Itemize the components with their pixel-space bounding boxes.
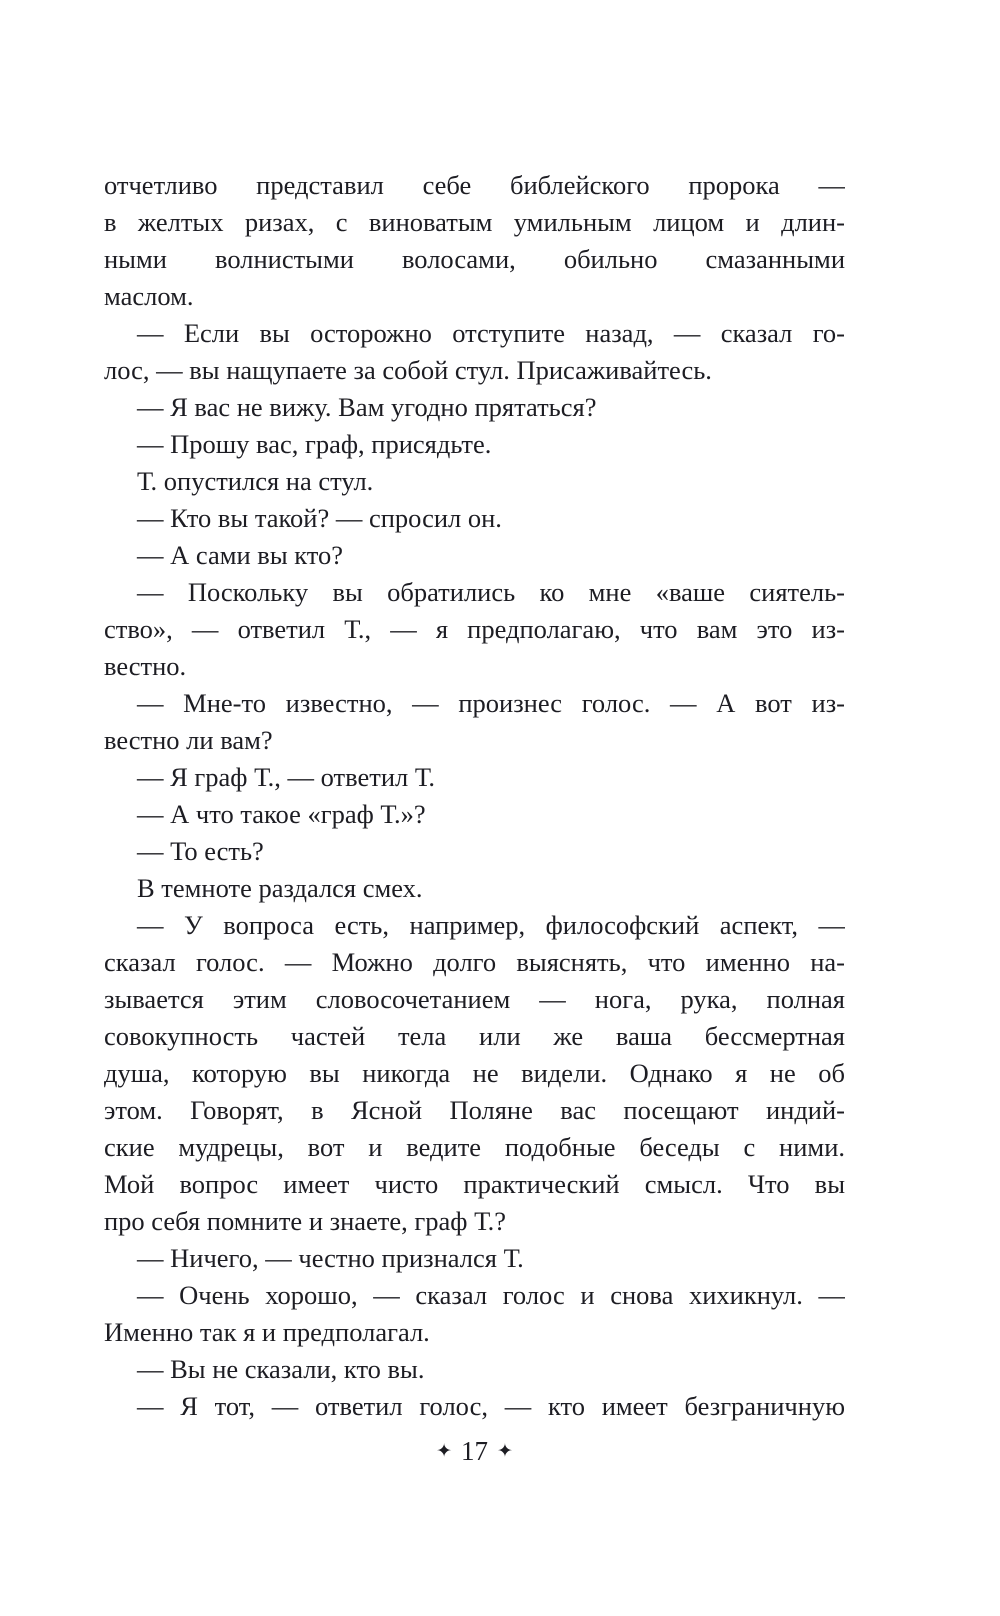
- text-line: — Я вас не вижу. Вам угодно прятаться?: [137, 392, 597, 422]
- text-line: — Ничего, — честно признался Т.: [137, 1243, 524, 1273]
- page-number: 17: [461, 1436, 488, 1466]
- text-line: маслом.: [104, 281, 194, 311]
- text-line: Мой вопрос имеет чисто практический смысл. Что вы: [104, 1169, 845, 1199]
- text-line: Именно так я и предполагал.: [104, 1317, 430, 1347]
- diamond-ornament-left-icon: ✦: [436, 1441, 452, 1462]
- text-line: — Мне-то известно, — произнес голос. — А вот из-: [137, 688, 845, 718]
- text-line: — Я тот, — ответил голос, — кто имеет безграничную: [137, 1391, 845, 1421]
- text-line: душа, которую вы никогда не видели. Однако я не об: [104, 1058, 845, 1088]
- text-line: — Кто вы такой? — спросил он.: [137, 503, 502, 533]
- text-line: — Если вы осторожно отступите назад, — сказал го-: [137, 318, 845, 348]
- text-line: про себя помните и знаете, граф Т.?: [104, 1206, 506, 1236]
- text-line: ские мудрецы, вот и ведите подобные беседы с ними.: [104, 1132, 845, 1162]
- text-line: — Вы не сказали, кто вы.: [137, 1354, 425, 1384]
- text-line: — Я граф Т., — ответил Т.: [137, 762, 436, 792]
- text-line: — Очень хорошо, — сказал голос и снова хихикнул. —: [137, 1280, 845, 1310]
- text-line: вестно ли вам?: [104, 725, 273, 755]
- page-text-block: [104, 167, 845, 1425]
- text-line: совокупность частей тела или же ваша бессмертная: [104, 1021, 845, 1051]
- text-line: — Поскольку вы обратились ко мне «ваше сиятель-: [137, 577, 845, 607]
- text-line: Т. опустился на стул.: [137, 466, 374, 496]
- text-line: вестно.: [104, 651, 187, 681]
- text-line: — У вопроса есть, например, философский аспект, —: [137, 910, 845, 940]
- text-line: В темноте раздался смех.: [137, 873, 423, 903]
- text-line: отчетливо представил себе библейского пророка —: [104, 170, 845, 200]
- text-line: — А сами вы кто?: [137, 540, 344, 570]
- text-line: ными волнистыми волосами, обильно смазанными: [104, 244, 845, 274]
- text-line: лос, — вы нащупаете за собой стул. Присаживайтесь.: [104, 355, 712, 385]
- text-line: сказал голос. — Можно долго выяснять, что именно на-: [104, 947, 845, 977]
- text-line: ство», — ответил Т., — я предполагаю, что вам это из-: [104, 614, 845, 644]
- text-line: — То есть?: [137, 836, 264, 866]
- text-line: зывается этим словосочетанием — нога, рука, полная: [104, 984, 845, 1014]
- diamond-ornament-right-icon: ✦: [497, 1441, 513, 1462]
- text-line: — Прошу вас, граф, присядьте.: [137, 429, 492, 459]
- text-line: — А что такое «граф Т.»?: [137, 799, 426, 829]
- page-footer: [104, 1434, 845, 1472]
- text-line: этом. Говорят, в Ясной Поляне вас посещают индий-: [104, 1095, 845, 1125]
- text-line: в желтых ризах, с виноватым умильным лицом и длин-: [104, 207, 845, 237]
